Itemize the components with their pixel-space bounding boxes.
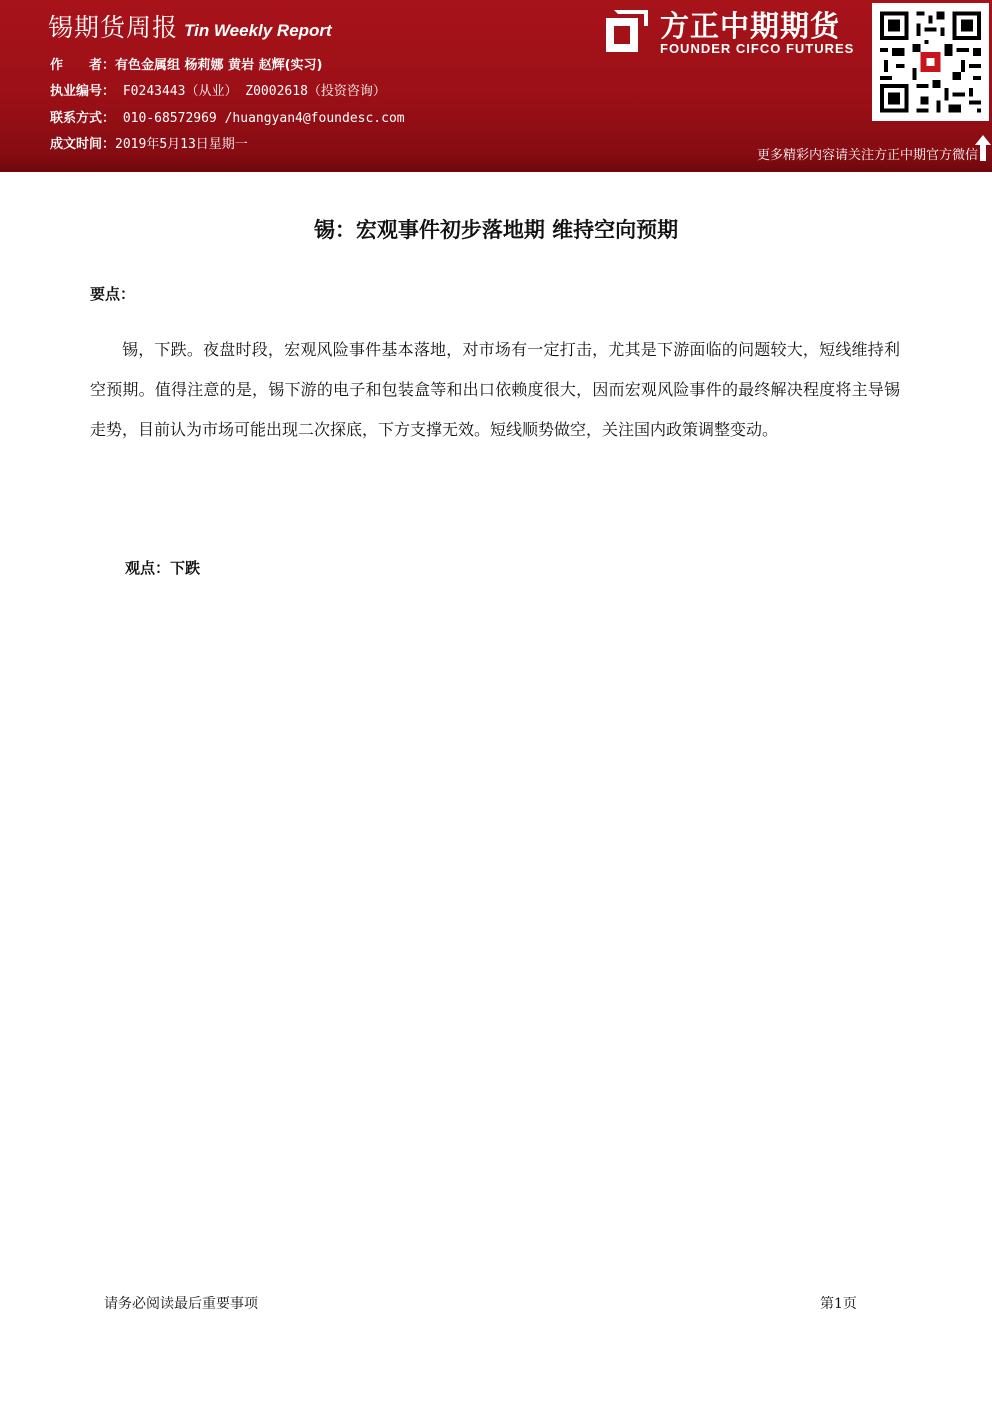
date-label: 成文时间： [50, 137, 116, 152]
brand-name-cn: 方正中期期货 [660, 9, 841, 43]
view-value: 下跌 [170, 559, 201, 577]
license-line [50, 80, 386, 99]
document-title: 锡：宏观事件初步落地期 维持空向预期 [313, 218, 679, 242]
page-number: 第1页 [820, 1296, 857, 1312]
brand-name-en: FOUNDER CIFCO FUTURES [660, 41, 855, 56]
footer-notice: 请务必阅读最后重要事项 [104, 1296, 258, 1312]
founder-logo-icon [604, 8, 650, 54]
contact-value: 010-68572969 /huangyan4@foundesc.com [115, 111, 405, 126]
wechat-qr-code [872, 3, 989, 121]
author-value: 有色金属组 杨莉娜 黄岩 赵辉(实习) [115, 58, 323, 73]
license-label: 执业编号： [50, 84, 116, 99]
contact-label: 联系方式： [50, 111, 116, 126]
summary-paragraph: 锡，下跌。夜盘时段，宏观风险事件基本落地，对市场有一定打击，尤其是下游面临的问题较大，短线维持利空预期。值得注意的是，锡下游的电子和包装盒等和出口依赖度很大，因而宏观风险事件的最终解决程度将主导锡走势，目前认为市场可能出现二次探底，下方支撑无效。短线顺势做空，关注国内政策调整变动。 [90, 340, 900, 439]
report-title-cn: 锡期货周报 [48, 13, 179, 42]
author-label: 作 者： [50, 58, 116, 73]
date-line [50, 133, 248, 152]
key-points-label: 要点： [90, 285, 136, 303]
report-header [0, 0, 992, 172]
follow-wechat-text: 更多精彩内容请关注方正中期官方微信 [756, 148, 978, 163]
author-line [50, 54, 322, 73]
report-title [48, 8, 332, 44]
contact-line [50, 107, 405, 126]
license-value: F0243443（从业） Z0002618（投资咨询） [115, 84, 386, 99]
view-conclusion [125, 557, 200, 578]
date-value: 2019年5月13日星期一 [115, 137, 248, 152]
view-label: 观点： [125, 559, 171, 577]
arrow-up-icon [975, 135, 991, 161]
report-title-en: Tin Weekly Report [184, 21, 332, 40]
